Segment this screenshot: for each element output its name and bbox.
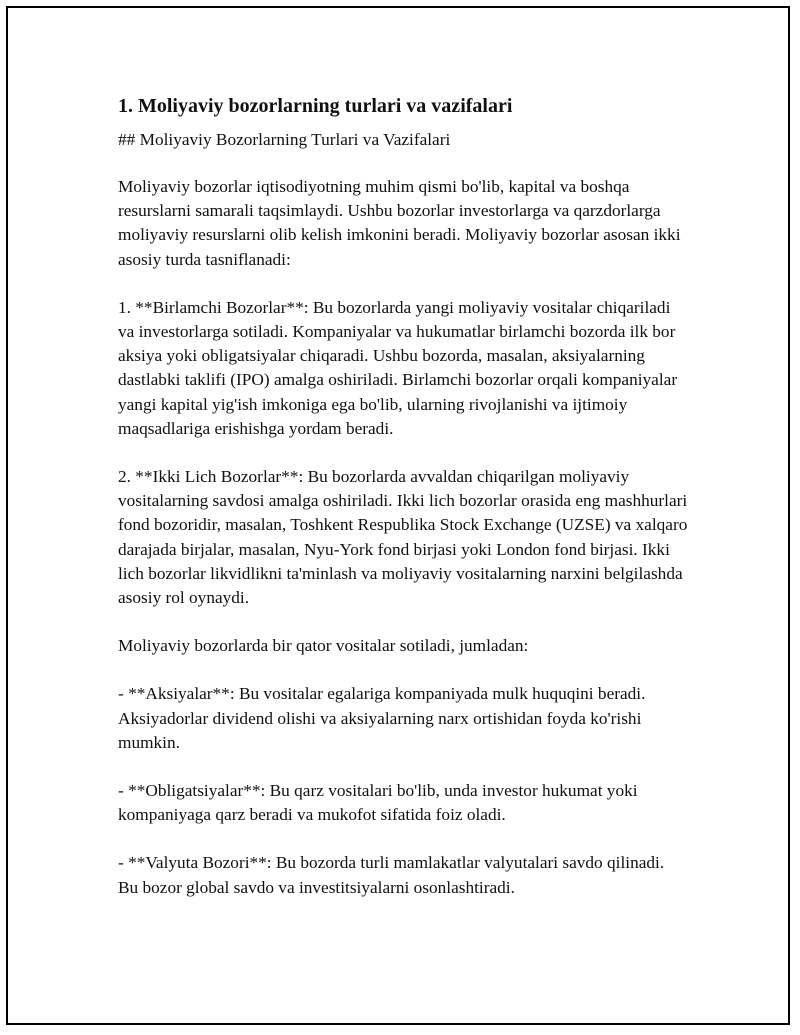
- stocks-item: - **Aksiyalar**: Bu vositalar egalariga kompaniyada mulk huquqini beradi. Aksiyadorlar dividend olishi va aksiyalarning narx ortishidan foyda ko'rishi mumkin.: [118, 684, 646, 752]
- currency-market-item: - **Valyuta Bozori**: Bu bozorda turli mamlakatlar valyutalari savdo qilinadi. Bu bozor global savdo va investitsiyalarni osonlashtiradi.: [118, 853, 665, 897]
- intro-paragraph: Moliyaviy bozorlar iqtisodiyotning muhim qismi bo'lib, kapital va boshqa resurslarni samarali taqsimlaydi. Ushbu bozorlar investorlarga va qarzdorlarga moliyaviy resurslarni olib kelish imkonini beradi. Moliyaviy bozorlar asosan ikki asosiy turda tasniflanadi:: [118, 177, 681, 269]
- document-title: 1. Moliyaviy bozorlarning turlari va vazifalari: [118, 95, 513, 117]
- primary-markets-paragraph: 1. **Birlamchi Bozorlar**: Bu bozorlarda yangi moliyaviy vositalar chiqariladi va investorlarga sotiladi. Kompaniyalar va hukumatlar birlamchi bozorda ilk bor aksiya yoki obligatsiyalar chiqaradi. Ushbu bozorda, masalan, aksiyalarning dastlabki taklifi (IPO) amalga oshiriladi. Birlamchi bozorlar orqali kompaniyalar yangi kapital yig'ish imkoniga ega bo'lib, ularning rivojlanishi va ijtimoiy maqsadlariga erishishga yordam beradi.: [118, 297, 678, 438]
- bonds-item: - **Obligatsiyalar**: Bu qarz vositalari bo'lib, unda investor hukumat yoki kompaniyaga qarz beradi va mukofot sifatida foiz oladi.: [118, 781, 638, 825]
- document-body: [118, 92, 688, 900]
- secondary-markets-paragraph: 2. **Ikki Lich Bozorlar**: Bu bozorlarda avvaldan chiqarilgan moliyaviy vositalarning savdosi amalga oshiriladi. Ikki lich bozorlar orasida eng mashhurlari fond bozoridir, masalan, Toshkent Respublika Stock Exchange (UZSE) va xalqaro darajada birjalar, masalan, Nyu-York fond birjasi yoki London fond birjasi. Ikki lich bozorlar likvidlikni ta'minlash va moliyaviy vositalarning narxini belgilashda asosiy rol oynaydi.: [118, 467, 688, 608]
- document-subheading: ## Moliyaviy Bozorlarning Turlari va Vazifalari: [118, 130, 451, 149]
- instruments-intro-paragraph: Moliyaviy bozorlarda bir qator vositalar sotiladi, jumladan:: [118, 636, 529, 656]
